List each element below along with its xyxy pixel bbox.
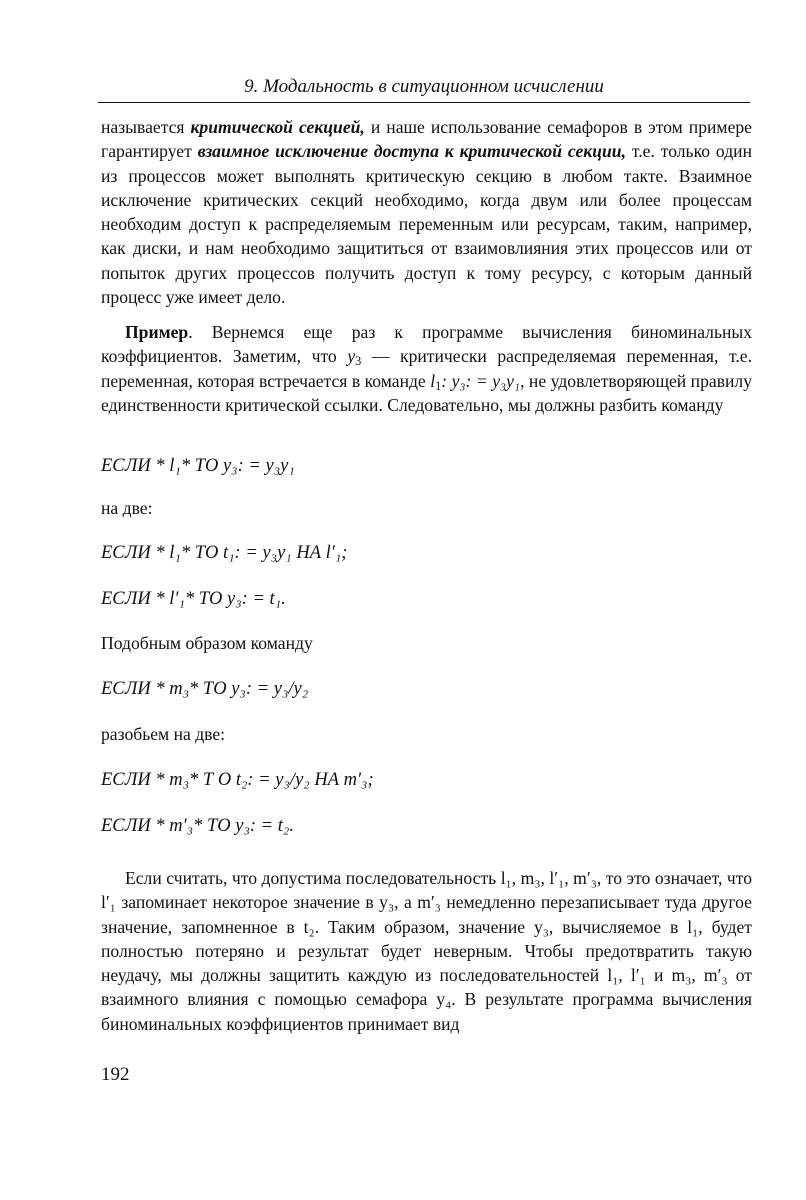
p2-sub-3: 3 [355,354,362,369]
p2-text-2: — критически распределяемая переменная, т.е. переменная, которая встречается в команде [101,346,752,391]
text-split: разобьем на две: [101,724,226,744]
formula-3: ЕСЛИ * l′₁* ТО y₃: = t₁. [101,589,286,609]
p2-text-1: . Вернемся еще раз к программе вычисления биноминальных коэффициентов. Заметим, что [101,322,752,367]
p2-var-y: y [347,346,356,367]
p1-text-3: т.е. только один из процессов может выполнять критическую секцию в любом такте. Взаимное исключение критических секций необходимо, когда двум или более процессам необходим доступ к распределяемым переменным или ресурсам, таким, например, как диски, и нам необходимо защититься от взаимовлияния этих процессов или от попыток других процессов получить доступ к тому ресурсу, с которым данный процесс уже имеет дело. [101,141,752,308]
p2-command: : y₃: = y₃y₁ [441,370,521,391]
formula-4: ЕСЛИ * m₃* ТО y₃: = y₃/y₂ [101,679,309,699]
page-number: 192 [101,1064,130,1085]
p2-var-l: l [430,370,436,391]
formula-2: ЕСЛИ * l₁* ТО t₁: = y₃y₁ НА l′₁; [101,543,348,563]
p1-text-2: и наше использование семафоров в этом примере гарантирует [101,117,752,162]
text-na-dve: на две: [101,498,153,518]
formula-6: ЕСЛИ * m′₃* ТО y₃: = t₂. [101,816,294,836]
formula-1: ЕСЛИ * l₁* ТО y₃: = y₃y₁ [101,456,295,476]
term-critical-section: критической секцией, [190,117,365,137]
running-header: 9. Модальность в ситуационном исчислении [98,76,750,103]
p1-text-1: называется [101,117,191,137]
p2-sub-1: 1 [435,378,442,393]
formula-5: ЕСЛИ * m₃* Т О t₂: = y₃/y₂ НА m′₃; [101,770,374,790]
example-label: Пример [125,322,189,342]
paragraph-sequence: Если считать, что допустима последовательность l₁, m₃, l′₁, m′₃, то это означает, что l′₁ запоминает некоторое значение в y₃, а m′₃ немедленно перезаписывает туда другое значение, запомненное в t₂. Таким образом, значение y₃, вычисляемое в l₁, будет полностью потеряно и результат будет неверным. Чтобы предотвратить такую неудачу, мы должны защитить каждую из последовательностей l₁, l′₁ и m₃, m′₃ от взаимного влияния с помощью семафора y₄. В результате программа вычисления биноминальных коэффициентов принимает вид [101,868,752,1034]
paragraph-example [101,320,752,417]
p2-text-3: , не удовлетворяющей правилу единственности критической ссылки. Следовательно, мы должны разбить команду [101,370,753,415]
paragraph-critical-section [101,115,752,309]
term-mutual-exclusion: взаимное исключение доступа к критической секции, [197,141,626,162]
text-similar: Подобным образом команду [101,633,313,653]
